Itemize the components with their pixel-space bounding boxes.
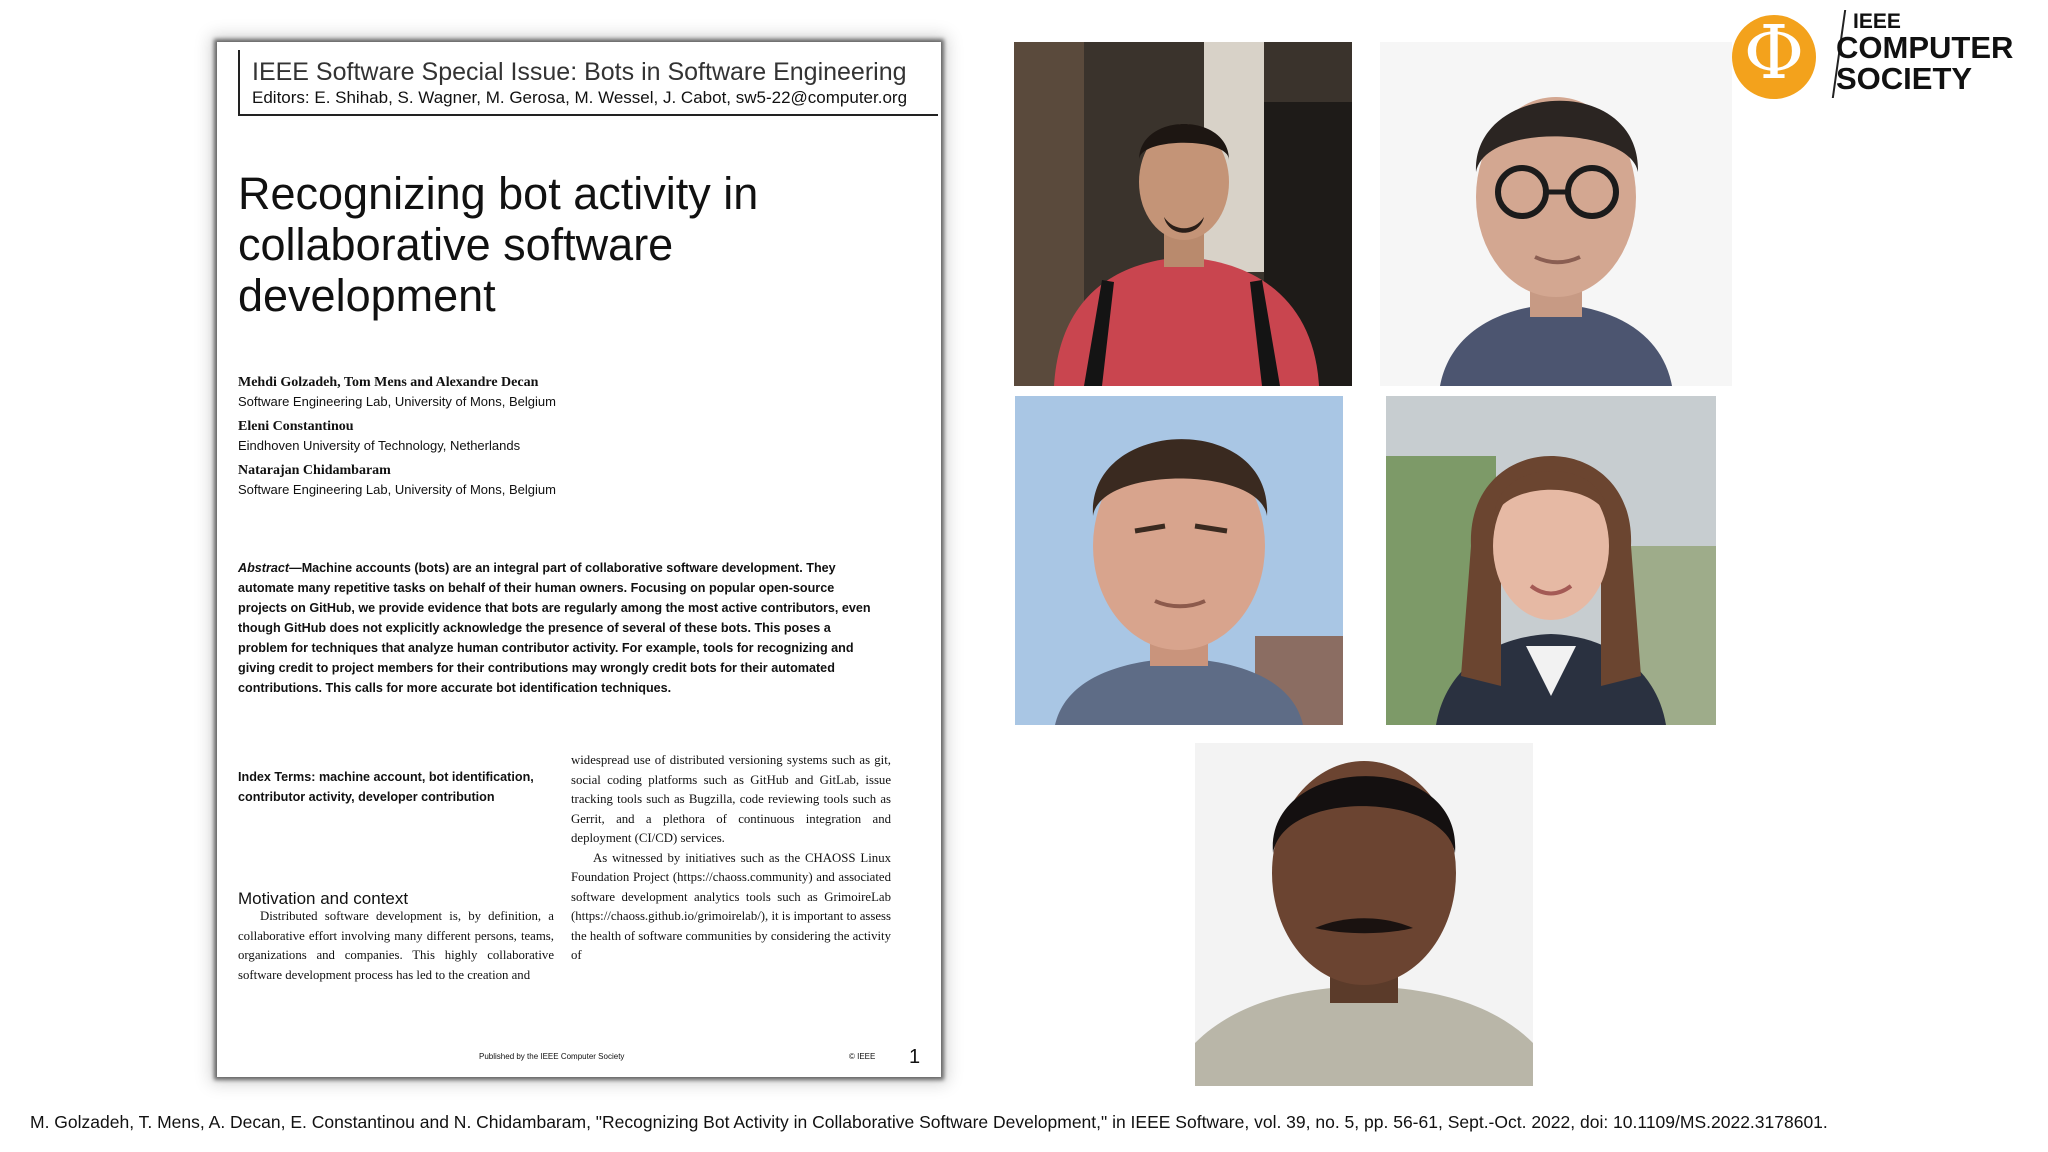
abstract-text: —Machine accounts (bots) are an integral part of collaborative software development. They automate many repetitive tasks on behalf of their human owners. Focusing on popular open-source projects on GitHub, we provide evidence that bots are regularly among the most active contributors, even though GitHub does not explicitly acknowledge the presence of several of these bots. This poses a problem for techniques that analyze human contributor activity. For example, tools for recognizing and giving credit to project members for their contributions may wrongly credit bots for their automated contributions. This calls for more accurate bot identification techniques.: [238, 561, 871, 695]
author-names: Natarajan Chidambaram: [238, 463, 391, 478]
phi-icon: Φ: [1743, 10, 1805, 96]
abstract-label: Abstract: [238, 561, 290, 575]
author-photo-1: [1014, 42, 1352, 386]
author-photo-5: [1195, 743, 1533, 1086]
special-issue-editors: Editors: E. Shihab, S. Wagner, M. Gerosa, M. Wessel, J. Cabot, sw5-22@computer.org: [252, 88, 908, 107]
logo-emblem: [1732, 10, 1816, 99]
author-affiliation: Software Engineering Lab, University of Mons, Belgium: [238, 394, 556, 409]
logo-text-society: SOCIETY: [1836, 61, 1973, 96]
body-column-right: [571, 751, 891, 966]
special-issue-title: IEEE Software Special Issue: Bots in Software Engineering: [252, 58, 907, 86]
special-issue-header: [238, 50, 938, 116]
paper-first-page: [217, 42, 941, 1077]
logo-text-computer: COMPUTER: [1836, 30, 2014, 65]
author-photo-3: [1015, 396, 1343, 725]
author-affiliation: Eindhoven University of Technology, Netherlands: [238, 438, 521, 453]
section-heading: Motivation and context: [238, 889, 409, 908]
author-portrait-icon: [1195, 743, 1533, 1086]
body-text: Distributed software development is, by definition, a collaborative effort involving many different persons, teams, organizations and companies. This highly collaborative software development process has led to the creation and: [238, 909, 554, 982]
author-portrait-icon: [1014, 42, 1352, 386]
body-paragraph: As witnessed by initiatives such as the CHAOSS Linux Foundation Project (https://chaoss.community) and associated software development analytics tools such as GrimoireLab (https://chaoss.github.io/grimoirelab/), it is important to assess the health of software communities by considering the activity of: [571, 850, 891, 962]
author-portrait-icon: [1015, 396, 1343, 725]
body-paragraph: widespread use of distributed versioning systems such as git, social coding platforms such as GitHub and GitLab, issue tracking tools such as Bugzilla, code reviewing tools such as Gerrit, and a plethora of continuous integration and deployment (CI/CD) services.: [571, 753, 891, 845]
author-photo-4: [1386, 396, 1716, 725]
author-portrait-icon: [1380, 42, 1732, 386]
author-portrait-icon: [1386, 396, 1716, 725]
author-names: Mehdi Golzadeh, Tom Mens and Alexandre Decan: [238, 375, 539, 390]
citation: M. Golzadeh, T. Mens, A. Decan, E. Constantinou and N. Chidambaram, "Recognizing Bot Activity in Collaborative Software Development," in IEEE Software, vol. 39, no. 5, pp. 56-61, Sept.-Oct. 2022, doi: 10.1109/MS.2022.3178601.: [30, 1112, 1828, 1132]
footer-publisher: Published by the IEEE Computer Society: [479, 1052, 625, 1061]
author-affiliation: Software Engineering Lab, University of Mons, Belgium: [238, 482, 556, 497]
logo-text-ieee: IEEE: [1853, 10, 1901, 33]
body-column-left: [238, 907, 554, 985]
logo-text-computer-society: [1836, 32, 2013, 94]
page-number: 1: [909, 1046, 921, 1068]
paper-title: Recognizing bot activity in collaborative software development: [238, 168, 759, 321]
abstract: [238, 558, 878, 698]
author-names: Eleni Constantinou: [238, 419, 354, 434]
footer-copyright: © IEEE: [849, 1052, 876, 1061]
author-photo-2: [1380, 42, 1732, 386]
index-terms: Index Terms: machine account, bot identification, contributor activity, developer contribution: [238, 770, 534, 804]
ieee-computer-society-logo: [1729, 8, 2029, 98]
